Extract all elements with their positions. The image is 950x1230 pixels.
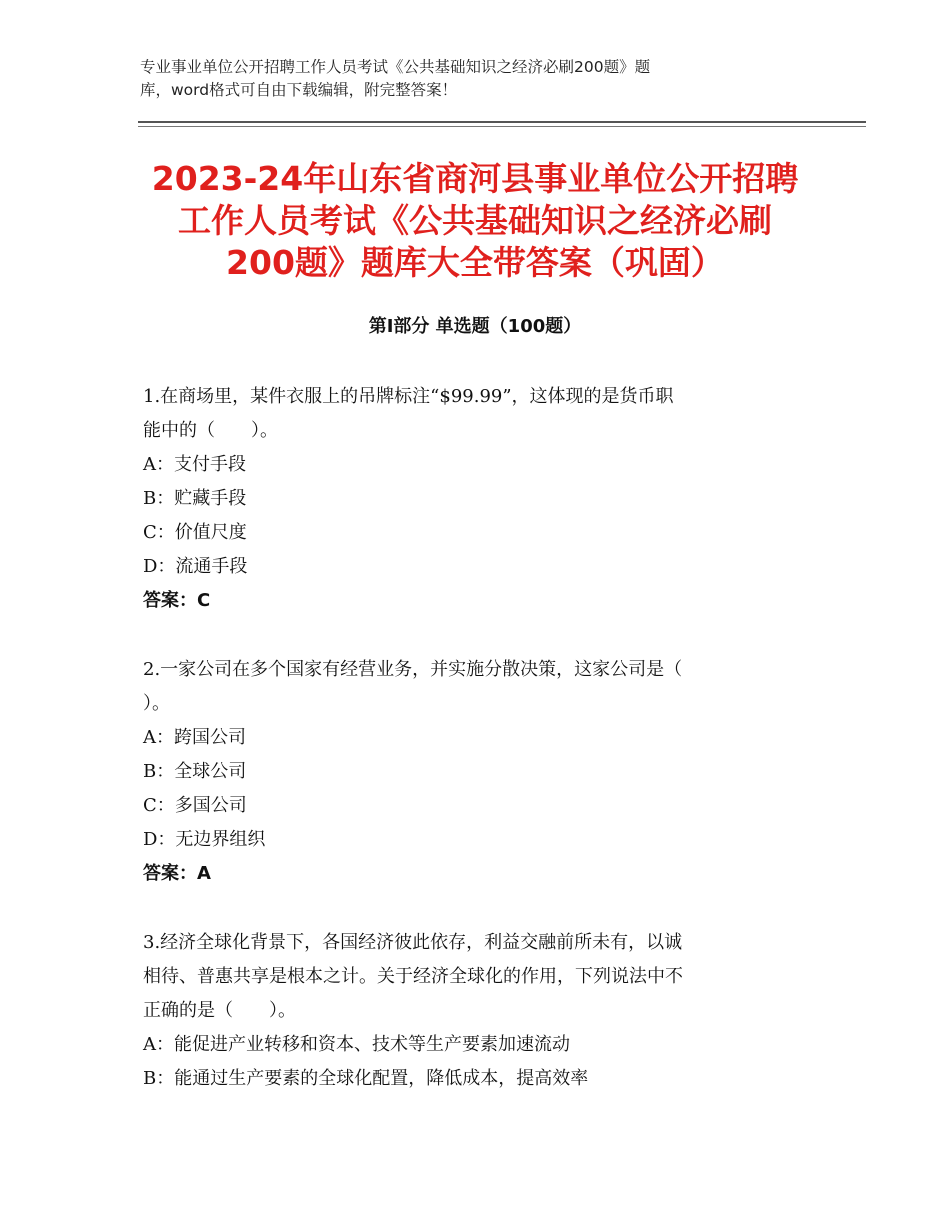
option-a: A：能促进产业转移和资本、技术等生产要素加速流动 (143, 1034, 570, 1055)
header-divider-thick (138, 121, 866, 123)
option-b: B：能通过生产要素的全球化配置，降低成本，提高效率 (143, 1068, 589, 1089)
title-line-3: 200题》题库大全带答案（巩固） (226, 243, 724, 282)
option-a: A：跨国公司 (143, 727, 246, 748)
question-1 (143, 380, 803, 618)
question-stem: 能中的（ ）。 (143, 420, 278, 441)
question-stem: 2.一家公司在多个国家有经营业务，并实施分散决策，这家公司是（ (143, 659, 683, 680)
header-line-2: 库，word格式可自由下载编辑，附完整答案！ (140, 81, 458, 99)
option-c: C：多国公司 (143, 795, 247, 816)
answer: 答案：C (143, 590, 211, 611)
option-b: B：全球公司 (143, 761, 247, 782)
document-title (120, 158, 830, 284)
option-b: B：贮藏手段 (143, 488, 247, 509)
question-2 (143, 653, 803, 891)
question-stem: 正确的是（ ）。 (143, 1000, 296, 1021)
document-header (140, 56, 780, 102)
title-line-2: 工作人员考试《公共基础知识之经济必刷 (178, 201, 772, 240)
question-stem: 相待、普惠共享是根本之计。关于经济全球化的作用，下列说法中不 (143, 966, 683, 987)
option-d: D：流通手段 (143, 556, 248, 577)
section-title: 第Ⅰ部分 单选题（100题） (368, 316, 582, 337)
option-c: C：价值尺度 (143, 522, 247, 543)
header-divider-thin (138, 126, 866, 127)
question-stem: 3.经济全球化背景下，各国经济彼此依存，利益交融前所未有，以诚 (143, 932, 683, 953)
question-stem: 1.在商场里，某件衣服上的吊牌标注“$99.99”，这体现的是货币职 (143, 386, 674, 407)
answer: 答案：A (143, 863, 211, 884)
header-line-1: 专业事业单位公开招聘工作人员考试《公共基础知识之经济必刷200题》题 (140, 58, 651, 76)
option-a: A：支付手段 (143, 454, 246, 475)
option-d: D：无边界组织 (143, 829, 266, 850)
title-line-1: 2023-24年山东省商河县事业单位公开招聘 (151, 159, 799, 198)
question-stem: ）。 (143, 693, 170, 714)
question-3 (143, 926, 803, 1096)
